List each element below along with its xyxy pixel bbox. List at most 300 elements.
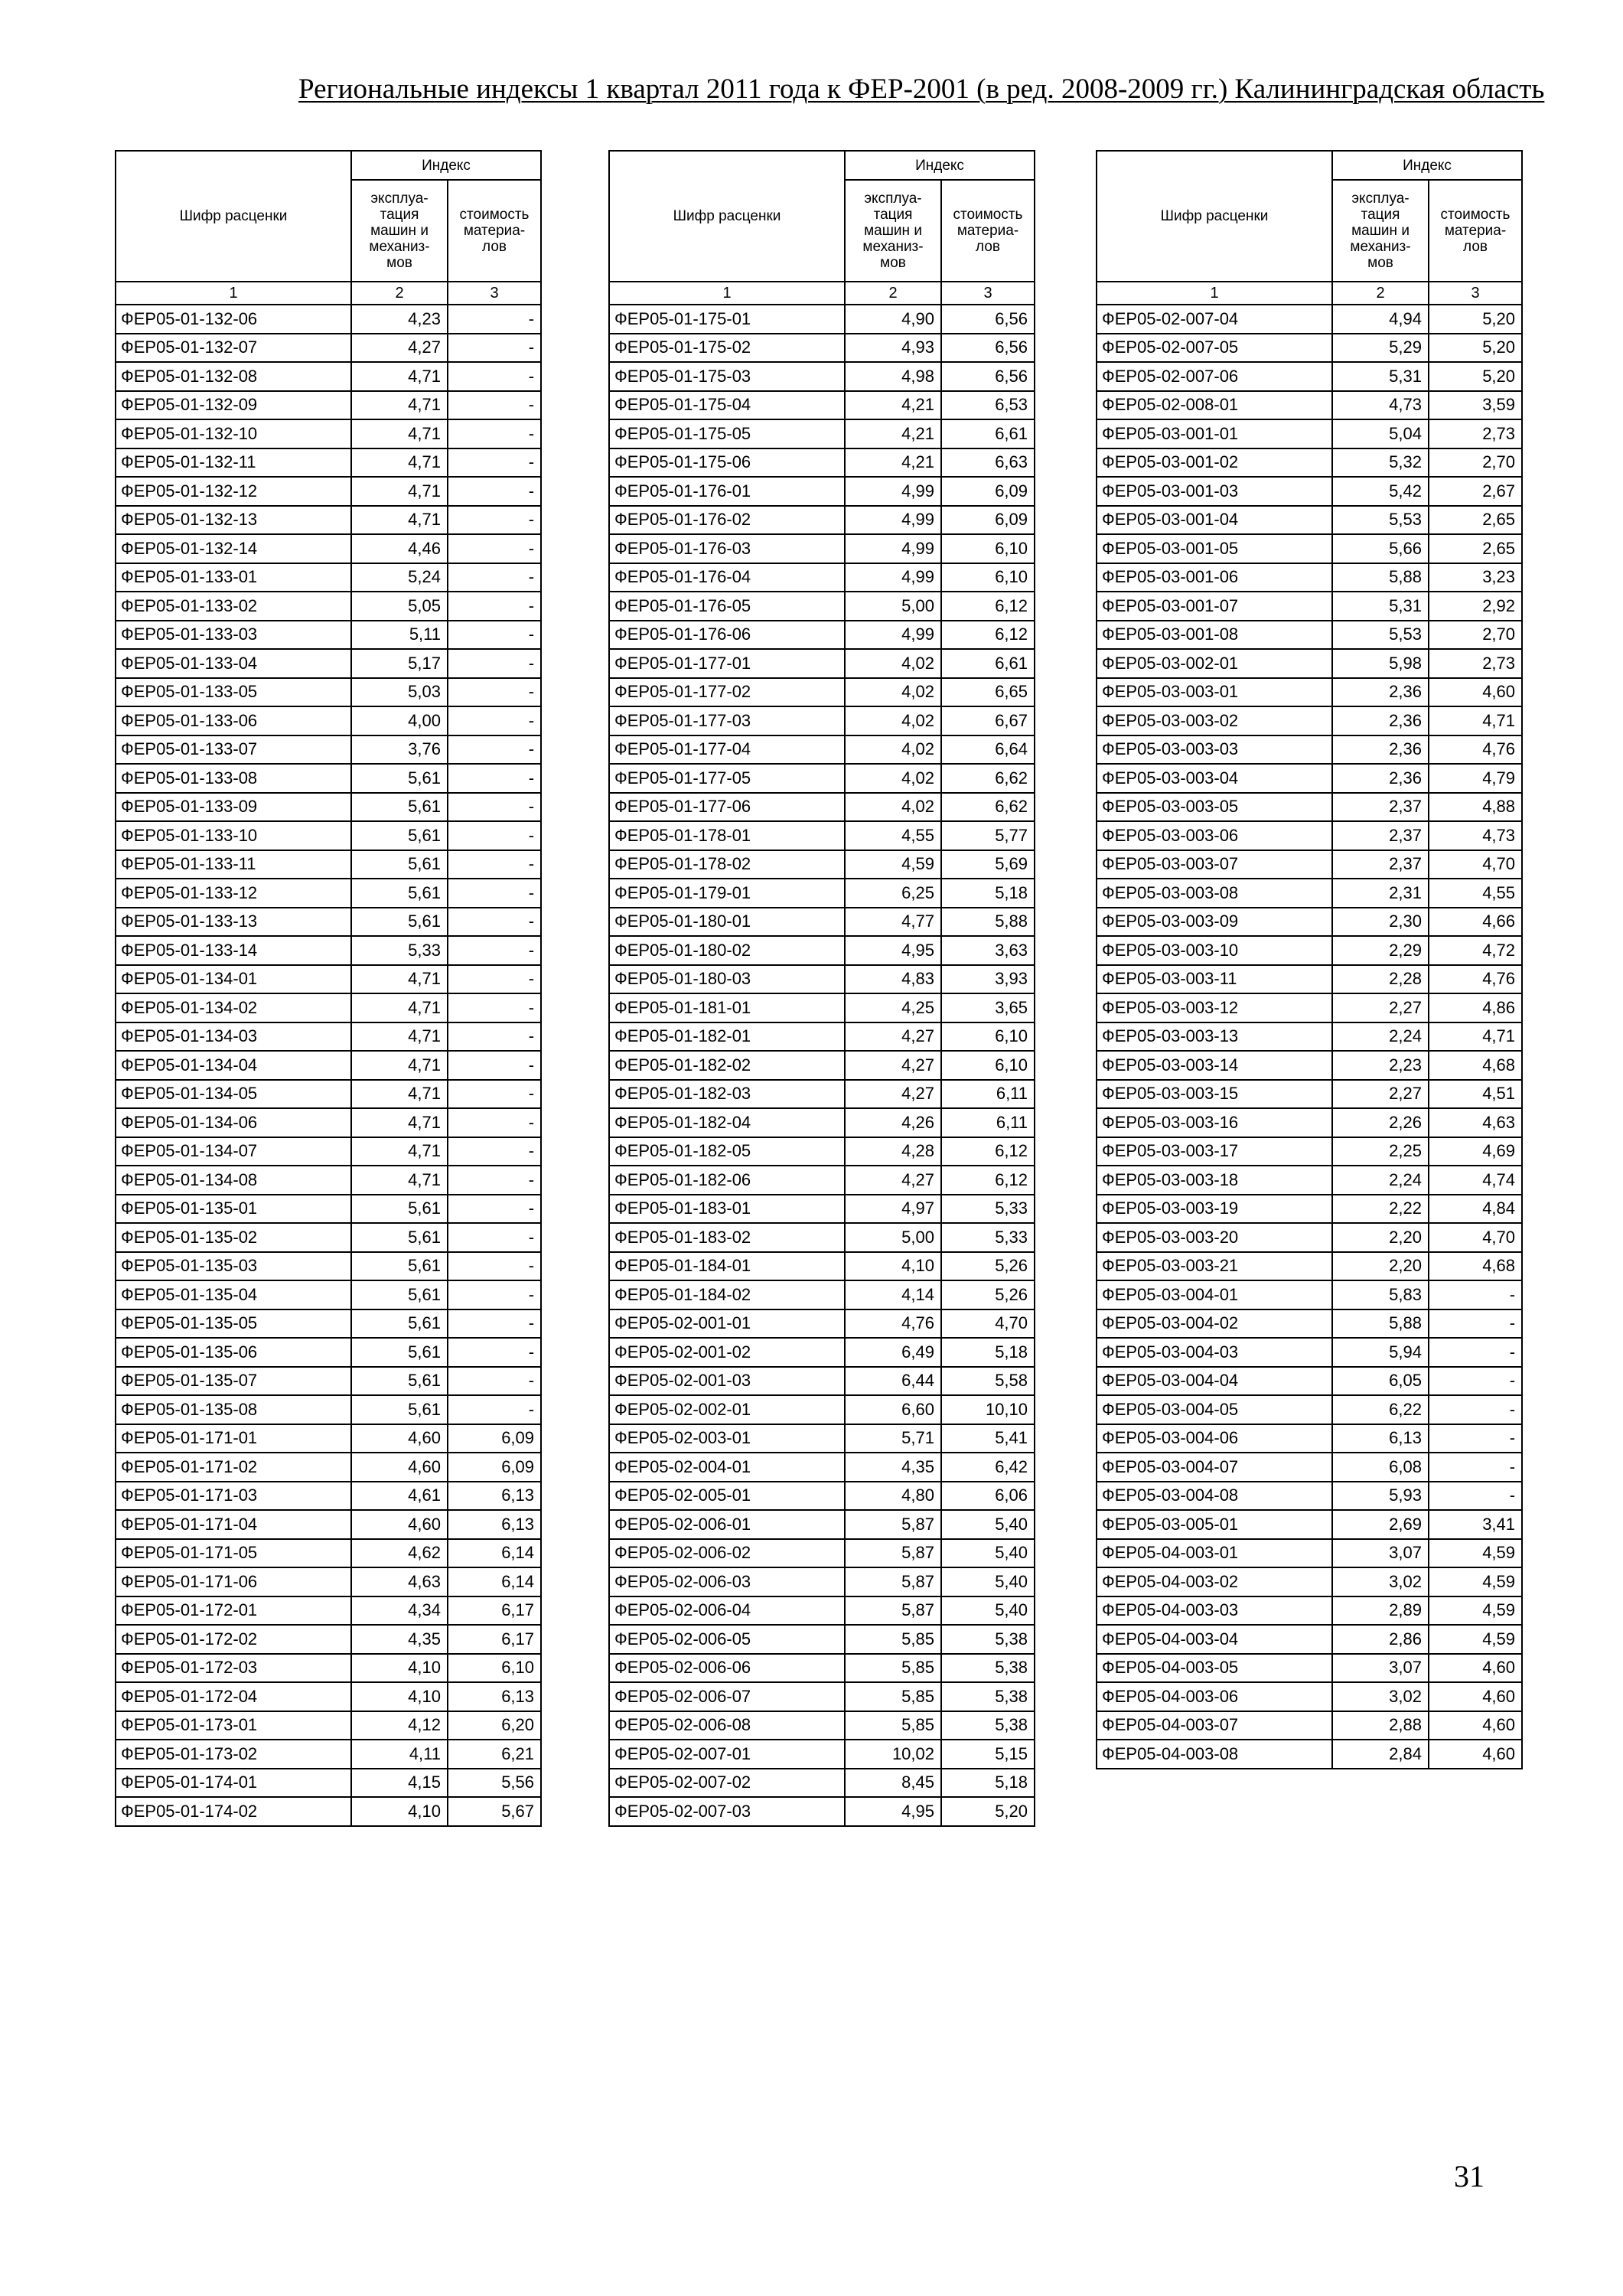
machines-index: 4,71 [351, 1080, 448, 1109]
table-row [116, 1137, 541, 1166]
table-row [116, 305, 541, 334]
rate-code: ФЕР05-03-003-03 [1097, 735, 1332, 765]
materials-index: 5,69 [941, 850, 1035, 879]
machines-index: 4,99 [845, 477, 941, 506]
materials-index: - [448, 821, 541, 850]
machines-index: 5,04 [1332, 419, 1429, 448]
machines-index: 4,28 [845, 1137, 941, 1166]
table-row [1097, 764, 1522, 793]
rate-code: ФЕР05-02-007-06 [1097, 362, 1332, 391]
table-row [1097, 334, 1522, 363]
table-row [609, 563, 1035, 592]
table-row [609, 1567, 1035, 1596]
rate-code: ФЕР05-03-001-08 [1097, 621, 1332, 650]
rate-code: ФЕР05-01-132-12 [116, 477, 351, 506]
materials-index: 3,65 [941, 993, 1035, 1022]
table-row [1097, 1223, 1522, 1252]
machines-index: 5,87 [845, 1567, 941, 1596]
materials-index: 2,65 [1429, 534, 1522, 563]
machines-index: 6,49 [845, 1338, 941, 1367]
materials-index: 6,65 [941, 678, 1035, 707]
machines-index: 4,76 [845, 1309, 941, 1339]
table-row [1097, 1367, 1522, 1396]
rate-code: ФЕР05-03-003-16 [1097, 1108, 1332, 1137]
table-row [1097, 1567, 1522, 1596]
machines-index: 5,42 [1332, 477, 1429, 506]
materials-index: - [448, 908, 541, 937]
materials-index: 6,14 [448, 1567, 541, 1596]
table-row [116, 534, 541, 563]
machines-index: 4,77 [845, 908, 941, 937]
machines-index: 5,11 [351, 621, 448, 650]
materials-index: 4,71 [1429, 1022, 1522, 1052]
rate-code: ФЕР05-04-003-03 [1097, 1596, 1332, 1626]
table-row [116, 1596, 541, 1626]
materials-index: 5,40 [941, 1510, 1035, 1539]
table-row [116, 1195, 541, 1224]
table-row [1097, 993, 1522, 1022]
machines-index: 2,69 [1332, 1510, 1429, 1539]
rate-code: ФЕР05-02-007-01 [609, 1740, 845, 1769]
rate-code: ФЕР05-01-135-08 [116, 1395, 351, 1424]
machines-index: 4,21 [845, 391, 941, 420]
rate-code: ФЕР05-03-003-17 [1097, 1137, 1332, 1166]
machines-index: 5,31 [1332, 362, 1429, 391]
rate-code: ФЕР05-04-003-04 [1097, 1625, 1332, 1654]
table-row [116, 649, 541, 678]
rate-code: ФЕР05-02-001-03 [609, 1367, 845, 1396]
materials-index: 6,06 [941, 1482, 1035, 1511]
rate-code: ФЕР05-01-173-01 [116, 1711, 351, 1740]
machines-index: 6,05 [1332, 1367, 1429, 1396]
materials-index: 10,10 [941, 1395, 1035, 1424]
table-row [1097, 735, 1522, 765]
rate-code: ФЕР05-01-171-04 [116, 1510, 351, 1539]
rate-code: ФЕР05-01-133-03 [116, 621, 351, 650]
rate-code: ФЕР05-01-134-05 [116, 1080, 351, 1109]
rate-code: ФЕР05-03-003-09 [1097, 908, 1332, 937]
materials-index: - [448, 1166, 541, 1195]
table-row [116, 506, 541, 535]
materials-index: 5,20 [1429, 334, 1522, 363]
table-row [116, 1280, 541, 1309]
materials-index: 3,59 [1429, 391, 1522, 420]
rate-code: ФЕР05-01-178-01 [609, 821, 845, 850]
machines-index: 4,60 [351, 1510, 448, 1539]
materials-index: 5,18 [941, 1338, 1035, 1367]
table-row [116, 1711, 541, 1740]
materials-index: 6,12 [941, 621, 1035, 650]
machines-index: 5,61 [351, 1338, 448, 1367]
machines-index: 2,24 [1332, 1166, 1429, 1195]
machines-index: 5,61 [351, 879, 448, 908]
materials-index: - [448, 477, 541, 506]
materials-index: - [448, 592, 541, 621]
materials-index: - [448, 735, 541, 765]
rate-code: ФЕР05-02-002-01 [609, 1395, 845, 1424]
materials-index: 5,56 [448, 1769, 541, 1798]
table-row [609, 850, 1035, 879]
materials-index: - [1429, 1338, 1522, 1367]
rate-code: ФЕР05-01-133-07 [116, 735, 351, 765]
rate-code: ФЕР05-01-134-07 [116, 1137, 351, 1166]
machines-index: 4,71 [351, 1166, 448, 1195]
rate-code: ФЕР05-01-171-01 [116, 1424, 351, 1453]
table-row [1097, 1395, 1522, 1424]
machines-index: 5,61 [351, 1252, 448, 1281]
machines-index: 5,85 [845, 1654, 941, 1683]
rate-code: ФЕР05-03-003-19 [1097, 1195, 1332, 1224]
materials-index: 6,10 [941, 1051, 1035, 1080]
machines-index: 4,35 [351, 1625, 448, 1654]
table-row [116, 1567, 541, 1596]
materials-index: 2,70 [1429, 448, 1522, 478]
table-row [116, 678, 541, 707]
materials-index: 6,56 [941, 334, 1035, 363]
table-row [1097, 936, 1522, 965]
machines-index: 4,99 [845, 563, 941, 592]
machines-index: 5,61 [351, 850, 448, 879]
table-row [116, 1395, 541, 1424]
table-row [1097, 965, 1522, 994]
materials-index: - [448, 764, 541, 793]
table-row [116, 1080, 541, 1109]
rate-code: ФЕР05-01-176-06 [609, 621, 845, 650]
table-row [1097, 1137, 1522, 1166]
materials-index: 6,10 [941, 1022, 1035, 1052]
machines-index: 5,66 [1332, 534, 1429, 563]
materials-index: - [1429, 1424, 1522, 1453]
rate-code: ФЕР05-02-007-02 [609, 1769, 845, 1798]
rate-code: ФЕР05-03-003-07 [1097, 850, 1332, 879]
machines-index: 4,55 [845, 821, 941, 850]
table-row [116, 362, 541, 391]
rate-code: ФЕР05-01-133-09 [116, 793, 351, 822]
machines-index: 4,27 [351, 334, 448, 363]
table-row [116, 1654, 541, 1683]
table-row [1097, 1539, 1522, 1568]
table-row [116, 1510, 541, 1539]
materials-index: 3,63 [941, 936, 1035, 965]
rate-code: ФЕР05-03-001-07 [1097, 592, 1332, 621]
materials-index: 5,41 [941, 1424, 1035, 1453]
materials-index: - [448, 362, 541, 391]
table-row [1097, 1280, 1522, 1309]
rate-code: ФЕР05-01-133-04 [116, 649, 351, 678]
table-row [116, 706, 541, 735]
table-row [1097, 563, 1522, 592]
materials-index: 4,66 [1429, 908, 1522, 937]
machines-index: 4,99 [845, 506, 941, 535]
machines-index: 8,45 [845, 1769, 941, 1798]
machines-index: 4,15 [351, 1769, 448, 1798]
machines-index: 5,71 [845, 1424, 941, 1453]
materials-index: - [448, 1080, 541, 1109]
table-row [1097, 1740, 1522, 1769]
rate-code: ФЕР05-03-003-01 [1097, 678, 1332, 707]
rate-code: ФЕР05-03-004-06 [1097, 1424, 1332, 1453]
header-materials: стоимость материа- лов [941, 180, 1035, 282]
materials-index: - [448, 305, 541, 334]
table-row [116, 477, 541, 506]
machines-index: 6,13 [1332, 1424, 1429, 1453]
rate-code: ФЕР05-01-183-02 [609, 1223, 845, 1252]
table-row [609, 1223, 1035, 1252]
rate-code: ФЕР05-01-175-02 [609, 334, 845, 363]
table-row [609, 1367, 1035, 1396]
rate-code: ФЕР05-02-005-01 [609, 1482, 845, 1511]
materials-index: 6,21 [448, 1740, 541, 1769]
table-row [609, 1309, 1035, 1339]
machines-index: 3,02 [1332, 1567, 1429, 1596]
header-index: Индекс [1332, 151, 1522, 180]
table-row [116, 1769, 541, 1798]
machines-index: 2,26 [1332, 1108, 1429, 1137]
table-row [116, 592, 541, 621]
machines-index: 4,95 [845, 936, 941, 965]
table-row [609, 477, 1035, 506]
materials-index: 5,18 [941, 1769, 1035, 1798]
rate-code: ФЕР05-04-003-06 [1097, 1682, 1332, 1711]
table-row [1097, 1080, 1522, 1109]
materials-index: - [448, 1137, 541, 1166]
rate-code: ФЕР05-01-133-13 [116, 908, 351, 937]
rate-code: ФЕР05-01-178-02 [609, 850, 845, 879]
table-row [116, 735, 541, 765]
table-row [116, 1108, 541, 1137]
machines-index: 5,00 [845, 1223, 941, 1252]
rate-code: ФЕР05-01-177-05 [609, 764, 845, 793]
rate-code: ФЕР05-01-179-01 [609, 879, 845, 908]
machines-index: 5,61 [351, 908, 448, 937]
rate-code: ФЕР05-01-135-02 [116, 1223, 351, 1252]
materials-index: 2,65 [1429, 506, 1522, 535]
rate-code: ФЕР05-01-175-05 [609, 419, 845, 448]
rate-code: ФЕР05-01-174-02 [116, 1797, 351, 1826]
materials-index: 6,09 [941, 506, 1035, 535]
materials-index: - [448, 1223, 541, 1252]
table-row [609, 735, 1035, 765]
rate-code: ФЕР05-01-132-08 [116, 362, 351, 391]
machines-index: 4,95 [845, 1797, 941, 1826]
table-row [1097, 850, 1522, 879]
table-row [1097, 1051, 1522, 1080]
machines-index: 4,71 [351, 419, 448, 448]
machines-index: 2,86 [1332, 1625, 1429, 1654]
rate-code: ФЕР05-03-001-04 [1097, 506, 1332, 535]
rate-code: ФЕР05-01-182-03 [609, 1080, 845, 1109]
materials-index: 4,70 [1429, 1223, 1522, 1252]
table-row [1097, 678, 1522, 707]
rate-code: ФЕР05-03-001-03 [1097, 477, 1332, 506]
table-row [609, 1338, 1035, 1367]
rate-code: ФЕР05-01-134-02 [116, 993, 351, 1022]
machines-index: 3,76 [351, 735, 448, 765]
machines-index: 2,36 [1332, 678, 1429, 707]
rate-code: ФЕР05-01-135-07 [116, 1367, 351, 1396]
machines-index: 4,71 [351, 1108, 448, 1137]
materials-index: 6,13 [448, 1482, 541, 1511]
machines-index: 2,36 [1332, 764, 1429, 793]
materials-index: 5,67 [448, 1797, 541, 1826]
table-row [116, 448, 541, 478]
machines-index: 5,61 [351, 764, 448, 793]
machines-index: 5,87 [845, 1539, 941, 1568]
rate-code: ФЕР05-04-003-05 [1097, 1654, 1332, 1683]
materials-index: - [1429, 1309, 1522, 1339]
table-row [609, 1195, 1035, 1224]
machines-index: 4,71 [351, 391, 448, 420]
rate-code: ФЕР05-01-176-04 [609, 563, 845, 592]
rate-code: ФЕР05-03-003-15 [1097, 1080, 1332, 1109]
materials-index: 4,71 [1429, 706, 1522, 735]
materials-index: - [1429, 1280, 1522, 1309]
machines-index: 4,00 [351, 706, 448, 735]
rate-code: ФЕР05-02-004-01 [609, 1453, 845, 1482]
materials-index: - [1429, 1482, 1522, 1511]
materials-index: 3,23 [1429, 563, 1522, 592]
table-row [609, 534, 1035, 563]
rate-code: ФЕР05-02-006-01 [609, 1510, 845, 1539]
machines-index: 4,10 [845, 1252, 941, 1281]
materials-index: - [448, 448, 541, 478]
machines-index: 2,25 [1332, 1137, 1429, 1166]
table-row [609, 391, 1035, 420]
materials-index: 5,40 [941, 1567, 1035, 1596]
header-col-number: 3 [1429, 282, 1522, 305]
rate-code: ФЕР05-03-001-01 [1097, 419, 1332, 448]
table-row [1097, 793, 1522, 822]
table-row [1097, 477, 1522, 506]
machines-index: 5,05 [351, 592, 448, 621]
machines-index: 2,37 [1332, 850, 1429, 879]
machines-index: 4,73 [1332, 391, 1429, 420]
rate-code: ФЕР05-04-003-01 [1097, 1539, 1332, 1568]
materials-index: - [448, 965, 541, 994]
materials-index: 4,60 [1429, 678, 1522, 707]
table-row [609, 908, 1035, 937]
materials-index: 2,70 [1429, 621, 1522, 650]
table-row [116, 334, 541, 363]
header-col-number: 2 [845, 282, 941, 305]
rate-code: ФЕР05-01-134-08 [116, 1166, 351, 1195]
machines-index: 4,27 [845, 1022, 941, 1052]
machines-index: 10,02 [845, 1740, 941, 1769]
header-machines: эксплуа- тация машин и механиз- мов [351, 180, 448, 282]
table-row [116, 1682, 541, 1711]
table-row [609, 305, 1035, 334]
rate-code: ФЕР05-01-175-03 [609, 362, 845, 391]
rate-code: ФЕР05-01-133-11 [116, 850, 351, 879]
materials-index: 6,10 [941, 563, 1035, 592]
materials-index: - [448, 879, 541, 908]
rate-code: ФЕР05-01-132-10 [116, 419, 351, 448]
table-row [609, 1108, 1035, 1137]
header-col-number: 1 [609, 282, 845, 305]
header-machines: эксплуа- тация машин и механиз- мов [845, 180, 941, 282]
materials-index: 6,09 [448, 1424, 541, 1453]
table-row [609, 1682, 1035, 1711]
table-row [609, 362, 1035, 391]
table-row [609, 1769, 1035, 1798]
machines-index: 6,25 [845, 879, 941, 908]
machines-index: 2,27 [1332, 993, 1429, 1022]
machines-index: 4,71 [351, 1022, 448, 1052]
materials-index: 6,11 [941, 1080, 1035, 1109]
header-col-number: 2 [1332, 282, 1429, 305]
materials-index: 6,61 [941, 419, 1035, 448]
rate-code: ФЕР05-03-003-02 [1097, 706, 1332, 735]
rate-code: ФЕР05-03-003-11 [1097, 965, 1332, 994]
machines-index: 6,22 [1332, 1395, 1429, 1424]
rate-code: ФЕР05-01-133-01 [116, 563, 351, 592]
table-row [116, 563, 541, 592]
rate-code: ФЕР05-01-133-14 [116, 936, 351, 965]
index-table [608, 150, 1035, 1827]
machines-index: 3,07 [1332, 1539, 1429, 1568]
materials-index: 6,12 [941, 1166, 1035, 1195]
machines-index: 4,94 [1332, 305, 1429, 334]
machines-index: 2,24 [1332, 1022, 1429, 1052]
materials-index: - [448, 563, 541, 592]
machines-index: 4,60 [351, 1424, 448, 1453]
rate-code: ФЕР05-01-132-06 [116, 305, 351, 334]
materials-index: - [448, 621, 541, 650]
machines-index: 2,37 [1332, 821, 1429, 850]
index-table-3 [1096, 150, 1521, 1769]
rate-code: ФЕР05-01-177-03 [609, 706, 845, 735]
materials-index: 6,13 [448, 1510, 541, 1539]
machines-index: 5,93 [1332, 1482, 1429, 1511]
table-row [609, 419, 1035, 448]
materials-index: 6,64 [941, 735, 1035, 765]
rate-code: ФЕР05-02-006-08 [609, 1711, 845, 1740]
materials-index: - [448, 334, 541, 363]
materials-index: - [448, 1252, 541, 1281]
rate-code: ФЕР05-03-004-03 [1097, 1338, 1332, 1367]
machines-index: 5,88 [1332, 1309, 1429, 1339]
page-number: 31 [1454, 2159, 1484, 2193]
machines-index: 4,02 [845, 793, 941, 822]
machines-index: 4,02 [845, 678, 941, 707]
table-row [609, 821, 1035, 850]
machines-index: 2,20 [1332, 1223, 1429, 1252]
rate-code: ФЕР05-01-133-08 [116, 764, 351, 793]
machines-index: 5,88 [1332, 563, 1429, 592]
table-row [609, 1596, 1035, 1626]
rate-code: ФЕР05-03-003-18 [1097, 1166, 1332, 1195]
materials-index: 6,10 [448, 1654, 541, 1683]
materials-index: 6,17 [448, 1625, 541, 1654]
table-row [1097, 1625, 1522, 1654]
machines-index: 4,02 [845, 706, 941, 735]
rate-code: ФЕР05-01-173-02 [116, 1740, 351, 1769]
table-row [1097, 362, 1522, 391]
table-row [609, 1625, 1035, 1654]
header-code: Шифр расценки [609, 151, 845, 282]
materials-index: 5,40 [941, 1539, 1035, 1568]
machines-index: 5,29 [1332, 334, 1429, 363]
materials-index: - [448, 1309, 541, 1339]
machines-index: 6,44 [845, 1367, 941, 1396]
table-row [1097, 1711, 1522, 1740]
materials-index: 5,26 [941, 1252, 1035, 1281]
rate-code: ФЕР05-01-174-01 [116, 1769, 351, 1798]
machines-index: 4,02 [845, 735, 941, 765]
table-row [609, 1453, 1035, 1482]
rate-code: ФЕР05-01-180-02 [609, 936, 845, 965]
rate-code: ФЕР05-01-134-03 [116, 1022, 351, 1052]
